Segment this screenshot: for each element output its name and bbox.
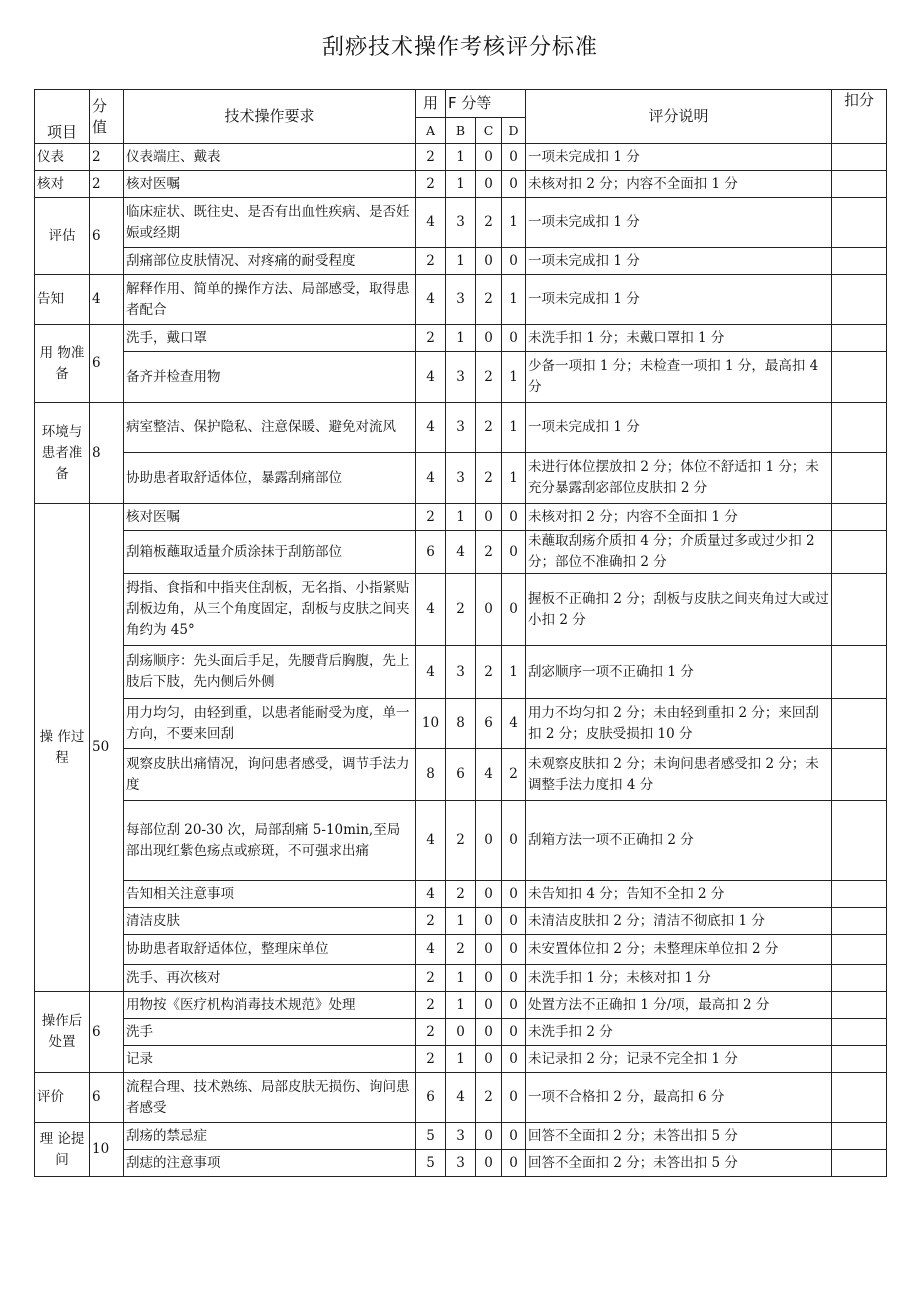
explanation-cell: 未蘸取刮疡介质扣 4 分；介质量过多或过少扣 2 分；部位不准确扣 2 分	[526, 531, 832, 574]
explanation-cell: 回答不全面扣 2 分；未答出扣 5 分	[526, 1150, 832, 1177]
grade-c-cell: 2	[476, 198, 502, 248]
grade-b-cell: 1	[446, 965, 476, 992]
grade-a-cell: 4	[416, 275, 446, 325]
requirement-cell: 核对医嘱	[124, 504, 416, 531]
grade-b-cell: 2	[446, 935, 476, 965]
explanation-cell: 一项不合格扣 2 分，最高扣 6 分	[526, 1073, 832, 1123]
group-name: 环境与患者准备	[35, 403, 90, 504]
table-row	[35, 965, 887, 992]
grade-a-cell: 4	[416, 646, 446, 699]
explanation-cell: 握板不正确扣 2 分；刮板与皮肤之间夹角过大或过小扣 2 分	[526, 574, 832, 646]
grade-b-cell: 2	[446, 881, 476, 908]
grade-a-cell: 4	[416, 453, 446, 504]
grade-d-cell: 0	[502, 1019, 526, 1046]
deduct-cell[interactable]	[832, 908, 887, 935]
deduct-cell[interactable]	[832, 935, 887, 965]
requirement-cell: 拇指、食指和中指夹住刮板，无名指、小指紧贴刮板边角，从三个角度固定，刮板与皮肤之间夹角约为 45°	[124, 574, 416, 646]
requirement-cell: 告知相关注意事项	[124, 881, 416, 908]
requirement-cell: 洗手	[124, 1019, 416, 1046]
grade-d-cell: 0	[502, 935, 526, 965]
table-row	[35, 275, 887, 325]
grade-c-cell: 0	[476, 504, 502, 531]
header-item: 项目	[35, 90, 90, 144]
requirement-cell: 解释作用、简单的操作方法、局部感受，取得患者配合	[124, 275, 416, 325]
grade-b-cell: 0	[446, 1019, 476, 1046]
requirement-cell: 洗手、再次核对	[124, 965, 416, 992]
grade-c-cell: 2	[476, 646, 502, 699]
grade-c-label: C	[476, 118, 502, 144]
explanation-cell: 未洗手扣 2 分	[526, 1019, 832, 1046]
grade-c-cell: 0	[476, 1046, 502, 1073]
grade-d-cell: 0	[502, 801, 526, 881]
grade-a-cell: 6	[416, 1073, 446, 1123]
group-name: 仪表	[35, 144, 90, 171]
grade-b-cell: 3	[446, 198, 476, 248]
deduct-cell[interactable]	[832, 1150, 887, 1177]
explanation-cell: 未安置体位扣 2 分；未整理床单位扣 2 分	[526, 935, 832, 965]
group-score: 10	[90, 1123, 124, 1177]
grade-d-cell: 0	[502, 1046, 526, 1073]
grade-a-cell: 10	[416, 699, 446, 749]
grade-a-cell: 2	[416, 908, 446, 935]
grade-d-cell: 0	[502, 531, 526, 574]
table-row	[35, 1123, 887, 1150]
grade-c-cell: 0	[476, 935, 502, 965]
grade-a-cell: 4	[416, 801, 446, 881]
deduct-cell[interactable]	[832, 1073, 887, 1123]
requirement-cell: 用物按《医疗机构消毒技术规范》处理	[124, 992, 416, 1019]
grade-a-cell: 2	[416, 1046, 446, 1073]
explanation-cell: 一项未完成扣 1 分	[526, 144, 832, 171]
grade-d-cell: 0	[502, 992, 526, 1019]
grade-b-cell: 3	[446, 352, 476, 403]
grade-b-cell: 1	[446, 504, 476, 531]
deduct-cell[interactable]	[832, 453, 887, 504]
group-name: 操 作过程	[35, 504, 90, 992]
page-title: 刮痧技术操作考核评分标准	[321, 35, 598, 60]
grade-a-cell: 2	[416, 144, 446, 171]
requirement-cell: 观察皮肤出痛情况，询问患者感受，调节手法力度	[124, 749, 416, 801]
grade-d-cell: 0	[502, 248, 526, 275]
requirement-cell: 流程合理、技术熟练、局部皮肤无损伤、询问患者感受	[124, 1073, 416, 1123]
grade-a-cell: 4	[416, 881, 446, 908]
table-row	[35, 1019, 887, 1046]
grade-b-cell: 3	[446, 1150, 476, 1177]
grade-a-cell: 2	[416, 325, 446, 352]
grade-a-cell: 8	[416, 749, 446, 801]
grade-a-cell: 2	[416, 504, 446, 531]
deduct-cell[interactable]	[832, 275, 887, 325]
table-row	[35, 453, 887, 504]
group-score: 8	[90, 403, 124, 504]
grade-a-cell: 4	[416, 935, 446, 965]
grade-c-cell: 2	[476, 403, 502, 453]
table-row	[35, 504, 887, 531]
table-row	[35, 248, 887, 275]
grade-b-cell: 1	[446, 908, 476, 935]
grade-c-cell: 0	[476, 574, 502, 646]
explanation-cell: 少备一项扣 1 分；未检查一项扣 1 分，最高扣 4 分	[526, 352, 832, 403]
group-score: 2	[90, 171, 124, 198]
requirement-cell: 临床症状、既往史、是否有出血性疾病、是否妊娠或经期	[124, 198, 416, 248]
group-score: 6	[90, 992, 124, 1073]
grade-d-cell: 0	[502, 965, 526, 992]
grade-b-cell: 3	[446, 275, 476, 325]
grade-b-cell: 1	[446, 992, 476, 1019]
grade-a-cell: 2	[416, 1019, 446, 1046]
grade-c-cell: 0	[476, 1019, 502, 1046]
grade-a-cell: 5	[416, 1123, 446, 1150]
deduct-cell[interactable]	[832, 699, 887, 749]
grade-d-label: D	[502, 118, 526, 144]
group-name: 告知	[35, 275, 90, 325]
grade-a-cell: 2	[416, 965, 446, 992]
grade-d-cell: 0	[502, 908, 526, 935]
grade-c-cell: 0	[476, 248, 502, 275]
header-grade: F 分等	[446, 90, 526, 118]
explanation-cell: 处置方法不正确扣 1 分/项，最高扣 2 分	[526, 992, 832, 1019]
group-score: 2	[90, 144, 124, 171]
explanation-cell: 未告知扣 4 分；告知不全扣 2 分	[526, 881, 832, 908]
requirement-cell: 协助患者取舒适体位，暴露刮痛部位	[124, 453, 416, 504]
requirement-cell: 协助患者取舒适体位，整理床单位	[124, 935, 416, 965]
explanation-cell: 未核对扣 2 分；内容不全面扣 1 分	[526, 504, 832, 531]
deduct-cell[interactable]	[832, 403, 887, 453]
grade-d-cell: 0	[502, 325, 526, 352]
requirement-cell: 备齐并检查用物	[124, 352, 416, 403]
requirement-cell: 刮疡的禁忌症	[124, 1123, 416, 1150]
requirement-cell: 洗手，戴口罩	[124, 325, 416, 352]
table-row	[35, 935, 887, 965]
requirement-cell: 用力均匀，由轻到重，以患者能耐受为度，单一方向，不要来回刮	[124, 699, 416, 749]
deduct-cell[interactable]	[832, 144, 887, 171]
requirement-cell: 仪表端庄、戴表	[124, 144, 416, 171]
grade-c-cell: 0	[476, 801, 502, 881]
grade-b-cell: 3	[446, 1123, 476, 1150]
deduct-cell[interactable]	[832, 325, 887, 352]
grade-d-cell: 0	[502, 1123, 526, 1150]
group-score: 6	[90, 325, 124, 403]
group-score: 6	[90, 198, 124, 275]
deduct-cell[interactable]	[832, 198, 887, 248]
group-name: 理 论提问	[35, 1123, 90, 1177]
deduct-cell[interactable]	[832, 171, 887, 198]
explanation-cell: 一项未完成扣 1 分	[526, 198, 832, 248]
grade-c-cell: 4	[476, 749, 502, 801]
explanation-cell: 一项未完成扣 1 分	[526, 403, 832, 453]
table-row	[35, 992, 887, 1019]
grade-c-cell: 0	[476, 1123, 502, 1150]
requirement-cell: 记录	[124, 1046, 416, 1073]
requirement-cell: 刮痛部位皮肤情况、对疼痛的耐受程度	[124, 248, 416, 275]
grade-c-cell: 2	[476, 1073, 502, 1123]
grade-c-cell: 0	[476, 144, 502, 171]
grade-a-cell: 2	[416, 248, 446, 275]
grade-b-cell: 2	[446, 574, 476, 646]
grade-b-cell: 1	[446, 144, 476, 171]
grade-b-cell: 3	[446, 403, 476, 453]
grade-d-cell: 1	[502, 352, 526, 403]
scoring-table	[34, 89, 887, 1177]
grade-b-cell: 6	[446, 749, 476, 801]
header-row-1	[35, 90, 887, 118]
group-name: 用 物准备	[35, 325, 90, 403]
grade-b-cell: 3	[446, 646, 476, 699]
table-row	[35, 1073, 887, 1123]
explanation-cell: 未观察皮肤扣 2 分；未询问患者感受扣 2 分；未调整手法力度扣 4 分	[526, 749, 832, 801]
grade-d-cell: 1	[502, 646, 526, 699]
grade-d-cell: 1	[502, 403, 526, 453]
table-row	[35, 1046, 887, 1073]
grade-d-cell: 0	[502, 1150, 526, 1177]
grade-a-cell: 4	[416, 574, 446, 646]
table-row	[35, 908, 887, 935]
requirement-cell: 刮箱板蘸取适量介质涂抹于刮筋部位	[124, 531, 416, 574]
table-row	[35, 646, 887, 699]
grade-a-cell: 4	[416, 352, 446, 403]
grade-c-cell: 2	[476, 352, 502, 403]
table-row	[35, 352, 887, 403]
requirement-cell: 刮痣的注意事项	[124, 1150, 416, 1177]
grade-c-cell: 0	[476, 908, 502, 935]
deduct-cell[interactable]	[832, 574, 887, 646]
deduct-cell[interactable]	[832, 881, 887, 908]
explanation-cell: 回答不全面扣 2 分；未答出扣 5 分	[526, 1123, 832, 1150]
header-grade-prefix: 用	[416, 90, 446, 118]
grade-a-cell: 5	[416, 1150, 446, 1177]
table-row	[35, 198, 887, 248]
grade-d-cell: 1	[502, 198, 526, 248]
table-row	[35, 881, 887, 908]
table-row	[35, 144, 887, 171]
deduct-cell[interactable]	[832, 248, 887, 275]
group-name: 评估	[35, 198, 90, 275]
table-row	[35, 403, 887, 453]
grade-c-cell: 2	[476, 453, 502, 504]
grade-d-cell: 1	[502, 453, 526, 504]
grade-b-cell: 8	[446, 699, 476, 749]
header-deduct: 扣分	[832, 90, 887, 144]
header-score: 分值	[90, 90, 124, 144]
grade-d-cell: 0	[502, 144, 526, 171]
table-row	[35, 801, 887, 881]
deduct-cell[interactable]	[832, 1123, 887, 1150]
requirement-cell: 核对医嘱	[124, 171, 416, 198]
grade-b-cell: 1	[446, 248, 476, 275]
grade-c-cell: 0	[476, 992, 502, 1019]
deduct-cell[interactable]	[832, 965, 887, 992]
grade-c-cell: 6	[476, 699, 502, 749]
requirement-cell: 病室整洁、保护隐私、注意保暖、避免对流风	[124, 403, 416, 453]
explanation-cell: 未进行体位摆放扣 2 分；体位不舒适扣 1 分；未充分暴露刮宓部位皮肤扣 2 分	[526, 453, 832, 504]
grade-d-cell: 0	[502, 171, 526, 198]
grade-c-cell: 0	[476, 1150, 502, 1177]
deduct-cell[interactable]	[832, 992, 887, 1019]
group-name: 评价	[35, 1073, 90, 1123]
group-name: 操作后处置	[35, 992, 90, 1073]
table-row	[35, 699, 887, 749]
deduct-cell[interactable]	[832, 531, 887, 574]
grade-a-cell: 2	[416, 171, 446, 198]
grade-b-cell: 1	[446, 171, 476, 198]
deduct-cell[interactable]	[832, 801, 887, 881]
grade-b-cell: 3	[446, 453, 476, 504]
header-requirement: 技术操作要求	[124, 90, 416, 144]
grade-b-cell: 1	[446, 325, 476, 352]
grade-c-cell: 0	[476, 965, 502, 992]
deduct-cell[interactable]	[832, 1019, 887, 1046]
deduct-cell[interactable]	[832, 504, 887, 531]
deduct-cell[interactable]	[832, 352, 887, 403]
explanation-cell: 刮箱方法一项不正确扣 2 分	[526, 801, 832, 881]
grade-a-cell: 2	[416, 992, 446, 1019]
requirement-cell: 清洁皮肤	[124, 908, 416, 935]
grade-d-cell: 4	[502, 699, 526, 749]
deduct-cell[interactable]	[832, 646, 887, 699]
explanation-cell: 一项未完成扣 1 分	[526, 248, 832, 275]
table-row	[35, 749, 887, 801]
grade-c-cell: 0	[476, 325, 502, 352]
explanation-cell: 未记录扣 2 分；记录不完全扣 1 分	[526, 1046, 832, 1073]
grade-a-cell: 4	[416, 198, 446, 248]
requirement-cell: 每部位刮 20-30 次，局部刮痛 5-10min,至局部出现红紫色疡点或瘀斑，不可强求出痛	[124, 801, 416, 881]
header-explanation: 评分说明	[526, 90, 832, 144]
grade-b-label: B	[446, 118, 476, 144]
grade-a-cell: 4	[416, 403, 446, 453]
group-score: 6	[90, 1073, 124, 1123]
grade-d-cell: 2	[502, 749, 526, 801]
grade-d-cell: 0	[502, 1073, 526, 1123]
grade-c-cell: 2	[476, 275, 502, 325]
deduct-cell[interactable]	[832, 1046, 887, 1073]
table-row	[35, 574, 887, 646]
grade-d-cell: 0	[502, 574, 526, 646]
group-score: 4	[90, 275, 124, 325]
explanation-cell: 一项未完成扣 1 分	[526, 275, 832, 325]
table-row	[35, 1150, 887, 1177]
grade-b-cell: 4	[446, 1073, 476, 1123]
explanation-cell: 刮宓顺序一项不正确扣 1 分	[526, 646, 832, 699]
grade-d-cell: 1	[502, 275, 526, 325]
grade-b-cell: 1	[446, 1046, 476, 1073]
grade-c-cell: 2	[476, 531, 502, 574]
deduct-cell[interactable]	[832, 749, 887, 801]
group-name: 核对	[35, 171, 90, 198]
explanation-cell: 未核对扣 2 分；内容不全面扣 1 分	[526, 171, 832, 198]
table-row	[35, 531, 887, 574]
explanation-cell: 未洗手扣 1 分；未戴口罩扣 1 分	[526, 325, 832, 352]
grade-c-cell: 0	[476, 171, 502, 198]
requirement-cell: 刮疡顺序：先头面后手足，先腰背后胸腹，先上肢后下肢，先内侧后外侧	[124, 646, 416, 699]
grade-b-cell: 2	[446, 801, 476, 881]
grade-a-label: A	[416, 118, 446, 144]
grade-d-cell: 0	[502, 881, 526, 908]
explanation-cell: 未清洁皮肤扣 2 分；清洁不彻底扣 1 分	[526, 908, 832, 935]
table-row	[35, 171, 887, 198]
grade-d-cell: 0	[502, 504, 526, 531]
grade-b-cell: 4	[446, 531, 476, 574]
table-row	[35, 325, 887, 352]
explanation-cell: 用力不均匀扣 2 分；未由轻到重扣 2 分；来回刮扣 2 分；皮肤受损扣 10 分	[526, 699, 832, 749]
explanation-cell: 未洗手扣 1 分；未核对扣 1 分	[526, 965, 832, 992]
group-score: 50	[90, 504, 124, 992]
grade-c-cell: 0	[476, 881, 502, 908]
grade-a-cell: 6	[416, 531, 446, 574]
